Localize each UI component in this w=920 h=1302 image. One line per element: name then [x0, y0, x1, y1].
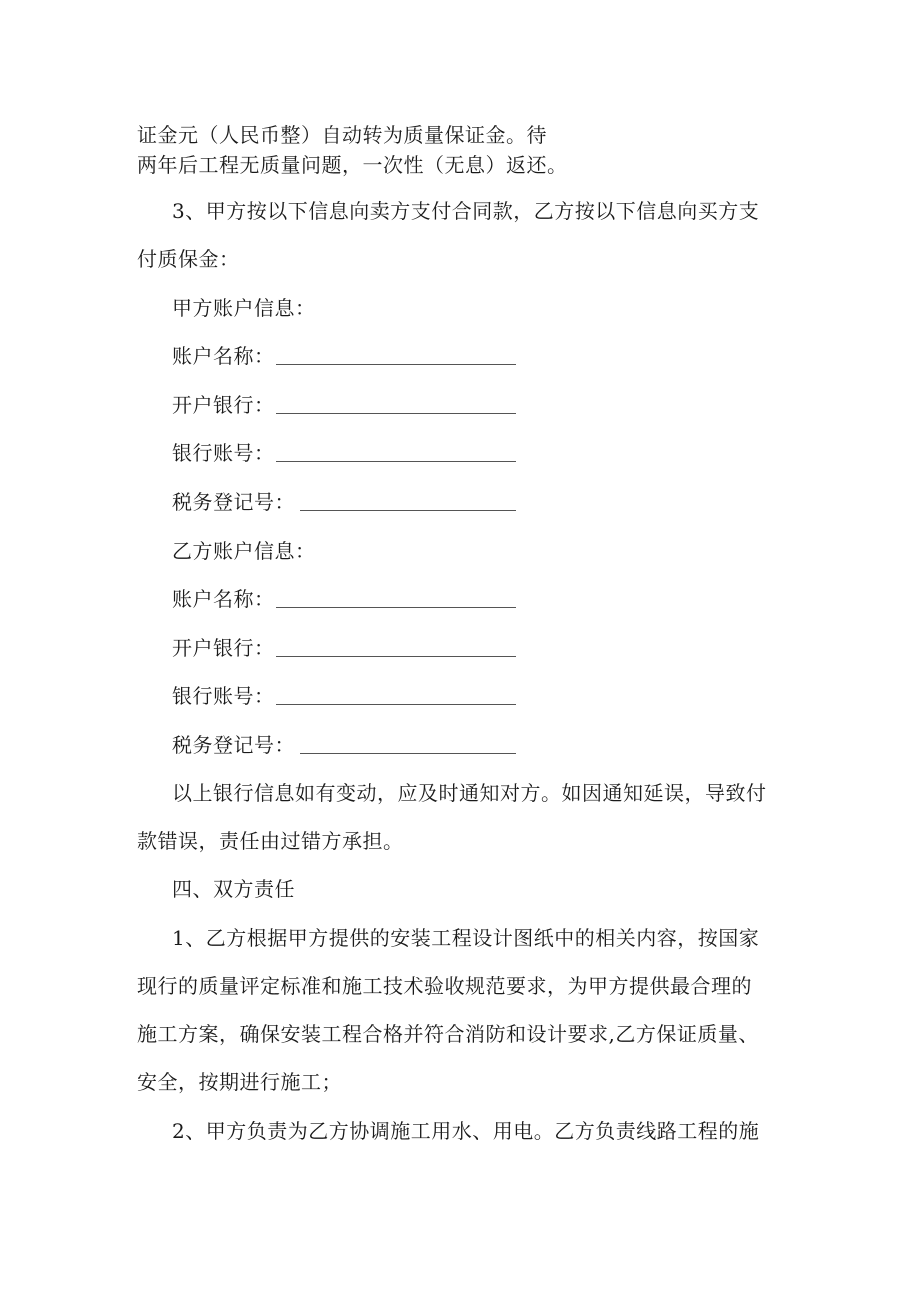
paragraph-line: 款错误，责任由过错方承担。	[137, 829, 404, 853]
paragraph-line: 现行的质量评定标准和施工技术验收规范要求，为甲方提供最合理的	[137, 974, 752, 998]
party-a-account-name-blank	[276, 364, 516, 365]
party-b-tax-reg-blank	[300, 753, 516, 754]
party-a-account-name-label: 账户名称：	[172, 344, 275, 368]
party-a-account-heading: 甲方账户信息：	[172, 296, 316, 320]
paragraph-line: 1、乙方根据甲方提供的安装工程设计图纸中的相关内容，按国家	[172, 926, 760, 950]
party-b-account-no-label: 银行账号：	[172, 684, 275, 708]
party-b-bank-blank	[276, 656, 516, 657]
party-a-tax-reg-blank	[300, 510, 516, 511]
paragraph-line: 付质保金：	[137, 247, 240, 271]
paragraph-line: 施工方案，确保安装工程合格并符合消防和设计要求,乙方保证质量、	[137, 1022, 759, 1046]
paragraph-line: 以上银行信息如有变动，应及时通知对方。如因通知延误，导致付	[172, 781, 767, 805]
paragraph-line: 安全，按期进行施工；	[137, 1070, 342, 1094]
party-b-tax-reg-label: 税务登记号：	[172, 733, 295, 757]
party-b-account-name-blank	[276, 607, 516, 608]
party-b-account-name-label: 账户名称：	[172, 587, 275, 611]
party-b-account-heading: 乙方账户信息：	[172, 539, 316, 563]
paragraph-line: 证金元（人民币整）自动转为质量保证金。待	[137, 123, 547, 147]
party-a-account-no-blank	[276, 461, 516, 462]
paragraph-line: 两年后工程无质量问题，一次性（无息）返还。	[137, 153, 568, 177]
party-a-bank-label: 开户银行：	[172, 393, 275, 417]
party-b-account-no-blank	[276, 704, 516, 705]
paragraph-line: 2、甲方负责为乙方协调施工用水、用电。乙方负责线路工程的施	[172, 1119, 760, 1143]
party-a-tax-reg-label: 税务登记号：	[172, 490, 295, 514]
party-a-bank-blank	[276, 413, 516, 414]
party-b-bank-label: 开户银行：	[172, 636, 275, 660]
paragraph-line: 3、甲方按以下信息向卖方支付合同款，乙方按以下信息向买方支	[172, 199, 760, 223]
section-heading: 四、双方责任	[172, 877, 295, 901]
party-a-account-no-label: 银行账号：	[172, 441, 275, 465]
